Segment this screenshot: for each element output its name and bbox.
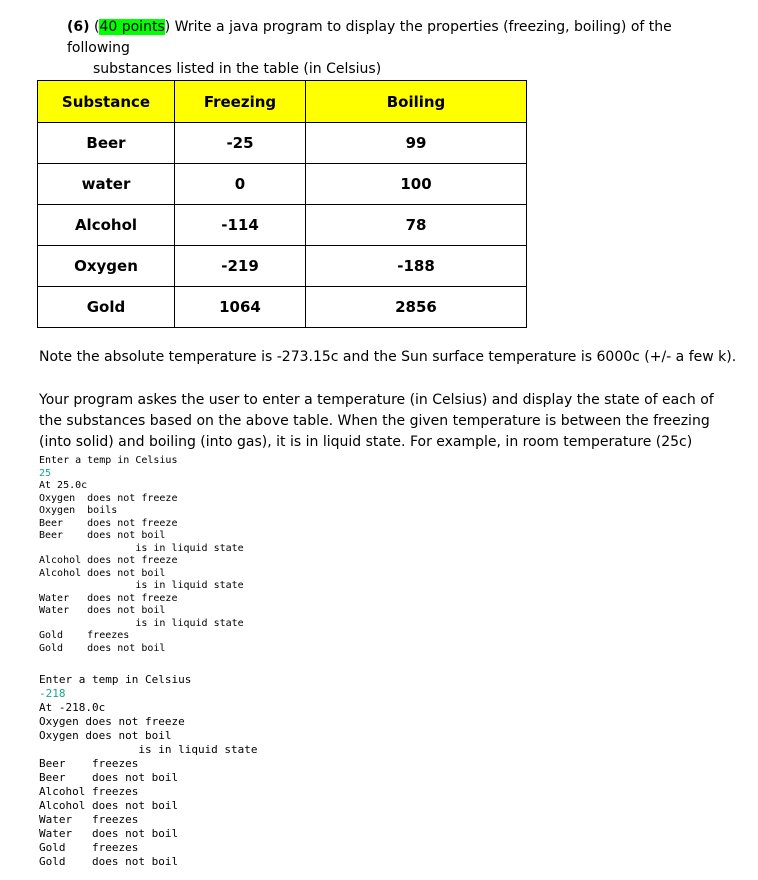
question-text: [67, 17, 707, 80]
table-header-row: [38, 81, 527, 123]
console-output: At 25.0c Oxygen does not freeze Oxygen boils Beer does not freeze Beer does not boil is in liquid state Alcohol does not freeze Alcohol does not boil is in liquid state Water does not freeze Water does not boil is in liquid state Gold freezes Gold does not boil: [39, 480, 244, 654]
substances-table: [37, 80, 527, 328]
console-example-2: [39, 673, 258, 869]
table-row: [38, 287, 527, 328]
console-user-input: -218: [39, 687, 66, 700]
instructions-paragraph: Your program askes the user to enter a temperature (in Celsius) and display the state of each of the substances based on the above table. When the given temperature is between the freezing (into solid) and boiling (into gas), it is in liquid state. For example, in room temperature (25c): [39, 392, 714, 450]
console-prompt: Enter a temp in Celsius: [39, 673, 192, 686]
cell-boiling: 99: [306, 123, 527, 164]
console-user-input: 25: [39, 467, 52, 479]
console-example-1: [39, 455, 244, 655]
cell-boiling: 100: [306, 164, 527, 205]
table-row: [38, 246, 527, 287]
cell-substance: Gold: [38, 287, 175, 328]
table-row: [38, 123, 527, 164]
open-paren: (: [94, 19, 100, 35]
table-row: [38, 164, 527, 205]
cell-freezing: -25: [175, 123, 306, 164]
header-boiling: Boiling: [306, 81, 527, 123]
console-prompt: Enter a temp in Celsius: [39, 455, 178, 466]
cell-freezing: 0: [175, 164, 306, 205]
table-row: [38, 205, 527, 246]
cell-freezing: -219: [175, 246, 306, 287]
cell-boiling: 2856: [306, 287, 527, 328]
question-line2: substances listed in the table (in Celsius): [93, 61, 382, 77]
cell-freezing: -114: [175, 205, 306, 246]
cell-substance: water: [38, 164, 175, 205]
question-number: (6): [67, 19, 90, 35]
cell-substance: Oxygen: [38, 246, 175, 287]
console-output: At -218.0c Oxygen does not freeze Oxygen does not boil is in liquid state Beer freezes Beer does not boil Alcohol freezes Alcohol does not boil Water freezes Water does not boil Gold freezes Gold does not boil: [39, 701, 258, 868]
cell-freezing: 1064: [175, 287, 306, 328]
cell-boiling: -188: [306, 246, 527, 287]
header-freezing: Freezing: [175, 81, 306, 123]
header-substance: Substance: [38, 81, 175, 123]
cell-boiling: 78: [306, 205, 527, 246]
question-line1: ) Write a java program to display the properties (freezing, boiling) of the following: [67, 19, 672, 56]
cell-substance: Alcohol: [38, 205, 175, 246]
points-highlight: 40 points: [99, 19, 165, 35]
temperature-note: Note the absolute temperature is -273.15c and the Sun surface temperature is 6000c (+/- a few k).: [39, 349, 737, 365]
cell-substance: Beer: [38, 123, 175, 164]
